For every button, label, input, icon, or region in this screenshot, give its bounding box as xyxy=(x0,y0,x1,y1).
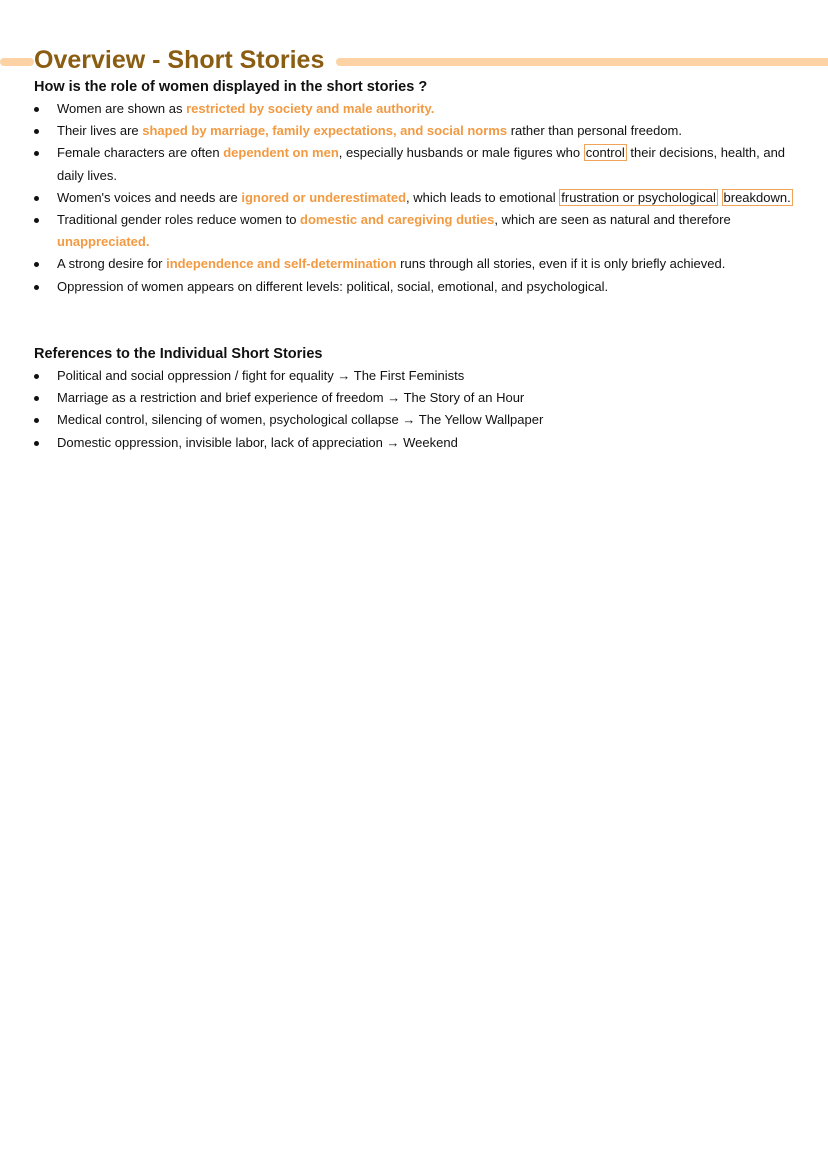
bullet-text: Traditional gender roles reduce women to xyxy=(57,212,301,228)
bullet-text: runs through all stories, even if it is only briefly achieved. xyxy=(396,256,726,272)
list-item xyxy=(34,187,800,209)
bullet-text: Their lives are xyxy=(57,123,143,139)
page-title: Overview - Short Stories xyxy=(34,46,325,74)
section-question-heading: How is the role of women displayed in the short stories ? xyxy=(34,79,428,95)
highlight-text: unappreciated. xyxy=(57,234,150,250)
bullet-text: Women's voices and needs are xyxy=(57,189,242,205)
references-heading: References to the Individual Short Stories xyxy=(34,346,323,362)
bullet-text xyxy=(718,190,722,205)
list-item xyxy=(34,276,800,298)
bullet-icon xyxy=(34,129,39,134)
highlight-text: ignored or underestimated xyxy=(241,189,407,205)
list-item xyxy=(34,98,800,120)
bullet-text: , which are seen as natural and therefore xyxy=(494,212,731,228)
overview-bullet-list xyxy=(34,98,800,298)
bullet-text: A strong desire for xyxy=(57,256,167,272)
bullet-text: rather than personal freedom. xyxy=(507,123,682,139)
bullet-icon xyxy=(34,151,39,156)
list-item xyxy=(34,409,800,431)
bullet-icon xyxy=(34,196,39,201)
list-item xyxy=(34,142,800,186)
reference-text: Domestic oppression, invisible labor, lack of appreciation → Weekend xyxy=(57,434,458,450)
bullet-text: Oppression of women appears on different levels: political, social, emotional, and psychological. xyxy=(57,278,609,294)
bullet-icon xyxy=(34,218,39,223)
title-accent-bar-left xyxy=(0,58,34,66)
bullet-icon xyxy=(34,374,39,379)
bullet-text: Female characters are often xyxy=(57,145,224,161)
boxed-text: control xyxy=(585,145,625,161)
references-bullet-list xyxy=(34,365,800,454)
highlight-text: domestic and caregiving duties xyxy=(300,212,495,228)
highlight-text: restricted by society and male authority. xyxy=(186,101,435,116)
list-item xyxy=(34,387,800,409)
bullet-icon xyxy=(34,396,39,401)
reference-text: Political and social oppression / fight for equality → The First Feminists xyxy=(57,368,465,383)
bullet-text: , especially husbands or male figures who xyxy=(338,145,584,161)
boxed-text: breakdown. xyxy=(723,189,791,205)
highlight-text: shaped by marriage, family expectations, and social norms xyxy=(142,123,508,139)
bullet-icon xyxy=(34,262,39,267)
list-item xyxy=(34,432,800,454)
list-item xyxy=(34,209,800,253)
list-item xyxy=(34,365,800,387)
bullet-icon xyxy=(34,285,39,290)
title-row xyxy=(0,46,828,78)
bullet-icon xyxy=(34,107,39,112)
title-accent-bar-right xyxy=(336,58,828,66)
boxed-text: frustration or psychological xyxy=(561,189,716,205)
highlight-text: dependent on men xyxy=(223,145,339,161)
reference-text: Marriage as a restriction and brief experience of freedom → The Story of an Hour xyxy=(57,390,525,406)
bullet-text: their decisions, health, and daily lives. xyxy=(57,145,786,183)
bullet-icon xyxy=(34,441,39,446)
list-item xyxy=(34,253,800,275)
bullet-icon xyxy=(34,418,39,423)
highlight-text: independence and self-determination xyxy=(166,256,397,272)
list-item xyxy=(34,120,800,142)
bullet-text: , which leads to emotional xyxy=(406,189,560,205)
reference-text: Medical control, silencing of women, psychological collapse → The Yellow Wallpaper xyxy=(57,412,544,428)
bullet-text: Women are shown as xyxy=(57,101,187,116)
